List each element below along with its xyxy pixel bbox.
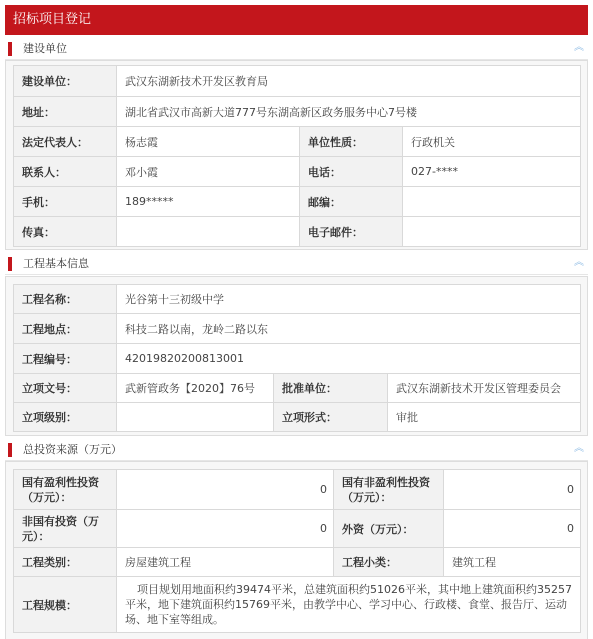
field-label: 外资（万元）： (334, 510, 444, 548)
field-label: 立项级别： (14, 403, 117, 432)
field-label: 立项文号： (14, 374, 117, 403)
double-chevron-up-icon[interactable]: ︽ (574, 443, 584, 454)
project-category-value: 房屋建筑工程 (117, 548, 334, 577)
table-row (14, 470, 581, 510)
field-label: 传真： (14, 217, 117, 247)
field-label: 单位性质： (300, 127, 403, 157)
field-label: 工程规模： (14, 577, 117, 633)
section-marker (8, 257, 12, 271)
email-value (403, 217, 581, 247)
state-nonprofit-invest-value: 0 (444, 470, 581, 510)
section-title: 建设单位 (23, 42, 67, 55)
field-label: 电话： (300, 157, 403, 187)
field-label: 国有非盈利性投资（万元）： (334, 470, 444, 510)
contact-value: 邓小霞 (117, 157, 300, 187)
section-header-project (5, 253, 588, 275)
approval-level-value (117, 403, 274, 432)
table-row (14, 285, 581, 314)
project-subcategory-value: 建筑工程 (444, 548, 581, 577)
project-panel (5, 276, 588, 436)
double-chevron-up-icon[interactable]: ︽ (574, 42, 584, 53)
section-title: 总投资来源（万元） (23, 443, 122, 456)
field-label: 手机： (14, 187, 117, 217)
section-header-invest (5, 439, 588, 461)
table-row (14, 127, 581, 157)
mobile-value: 189***** (117, 187, 300, 217)
table-row (14, 344, 581, 374)
table-row (14, 217, 581, 247)
field-label: 国有盈利性投资（万元）： (14, 470, 117, 510)
approver-value: 武汉东湖新技术开发区管理委员会 (388, 374, 581, 403)
project-name-value: 光谷第十三初级中学 (117, 285, 581, 314)
field-label: 工程地点： (14, 314, 117, 344)
unit-name-value: 武汉东湖新技术开发区教育局 (117, 66, 581, 97)
field-label: 工程编号： (14, 344, 117, 374)
table-row (14, 97, 581, 127)
table-row (14, 374, 581, 403)
foreign-invest-value: 0 (444, 510, 581, 548)
project-location-value: 科技二路以南，龙岭二路以东 (117, 314, 581, 344)
unit-nature-value: 行政机关 (403, 127, 581, 157)
field-label: 建设单位： (14, 66, 117, 97)
table-row (14, 314, 581, 344)
fax-value (117, 217, 300, 247)
project-table (13, 284, 581, 432)
field-label: 联系人： (14, 157, 117, 187)
phone-value: 027-**** (403, 157, 581, 187)
nonstate-invest-value: 0 (117, 510, 334, 548)
field-label: 立项形式： (274, 403, 388, 432)
invest-table (13, 469, 581, 633)
table-row (14, 187, 581, 217)
unit-table (13, 65, 581, 247)
page-title: 招标项目登记 (5, 5, 588, 35)
approval-number-value: 武新管政务【2020】76号 (117, 374, 274, 403)
field-label: 邮编： (300, 187, 403, 217)
double-chevron-up-icon[interactable]: ︽ (574, 257, 584, 268)
field-label: 工程小类： (334, 548, 444, 577)
table-row (14, 403, 581, 432)
section-header-unit (5, 38, 588, 60)
field-label: 非国有投资（万元）： (14, 510, 117, 548)
table-row (14, 548, 581, 577)
postcode-value (403, 187, 581, 217)
field-label: 法定代表人： (14, 127, 117, 157)
field-label: 工程类别： (14, 548, 117, 577)
approval-form-value: 审批 (388, 403, 581, 432)
field-label: 批准单位： (274, 374, 388, 403)
table-row (14, 66, 581, 97)
section-title: 工程基本信息 (23, 257, 89, 270)
field-label: 地址： (14, 97, 117, 127)
table-row (14, 577, 581, 633)
section-marker (8, 42, 12, 56)
field-label: 电子邮件： (300, 217, 403, 247)
invest-panel (5, 461, 588, 639)
address-value: 湖北省武汉市高新大道777号东湖高新区政务服务中心7号楼 (117, 97, 581, 127)
section-marker (8, 443, 12, 457)
project-code-value: 42019820200813001 (117, 344, 581, 374)
unit-panel (5, 60, 588, 250)
project-scale-value: 项目规划用地面积约39474平米，总建筑面积约51026平米，其中地上建筑面积约35257平米，地下建筑面积约15769平米，由教学中心、学习中心、行政楼、食堂、报告厅、运动场、地下室等组成。 (117, 577, 581, 633)
table-row (14, 157, 581, 187)
table-row (14, 510, 581, 548)
state-profit-invest-value: 0 (117, 470, 334, 510)
legal-rep-value: 杨志霞 (117, 127, 300, 157)
field-label: 工程名称： (14, 285, 117, 314)
